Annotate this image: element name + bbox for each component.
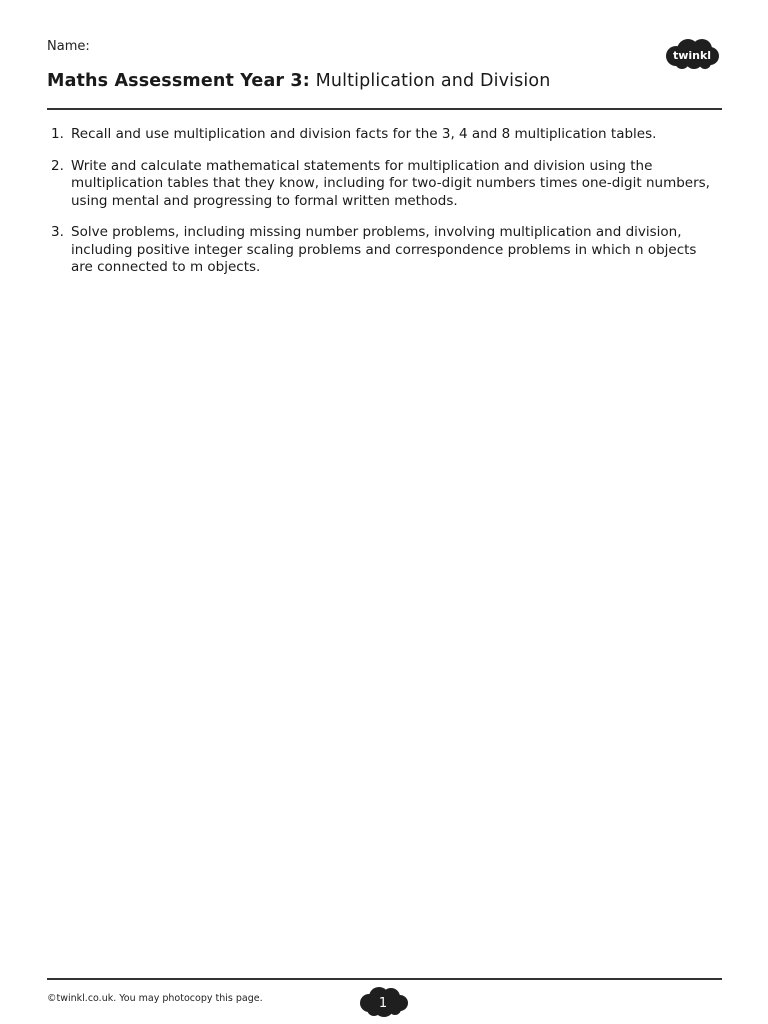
page-title-bold: Maths Assessment Year 3: (47, 71, 310, 91)
page-number: 1 (378, 996, 388, 1011)
list-item (47, 126, 712, 144)
header-divider (47, 108, 722, 110)
page-title (47, 71, 551, 91)
copyright-notice: ©twinkl.co.uk. You may photocopy this page. (47, 993, 263, 1004)
list-item (47, 158, 712, 211)
list-item-text: Solve problems, including missing number problems, involving multiplication and division, including positive integer scaling problems and correspondence problems in which n objects are connected to m objects. (71, 224, 697, 275)
list-item-text: Write and calculate mathematical statements for multiplication and division using the multiplication tables that they know, including for two-digit numbers times one-digit numbers, using mental and progressing to formal written methods. (71, 157, 710, 209)
list-item-text: Recall and use multiplication and division facts for the 3, 4 and 8 multiplication tables. (71, 126, 657, 142)
list-item-number: 3. (51, 224, 64, 240)
list-item-number: 2. (51, 157, 64, 174)
name-field-label: Name: (47, 39, 90, 54)
logo-text: twinkl (672, 49, 712, 62)
footer-divider (47, 978, 722, 980)
twinkl-logo (664, 38, 720, 70)
objectives-list (47, 126, 712, 291)
page-title-regular: Multiplication and Division (315, 71, 551, 91)
list-item (47, 224, 712, 277)
page-number-badge (357, 985, 411, 1019)
list-item-number: 1. (51, 126, 64, 142)
